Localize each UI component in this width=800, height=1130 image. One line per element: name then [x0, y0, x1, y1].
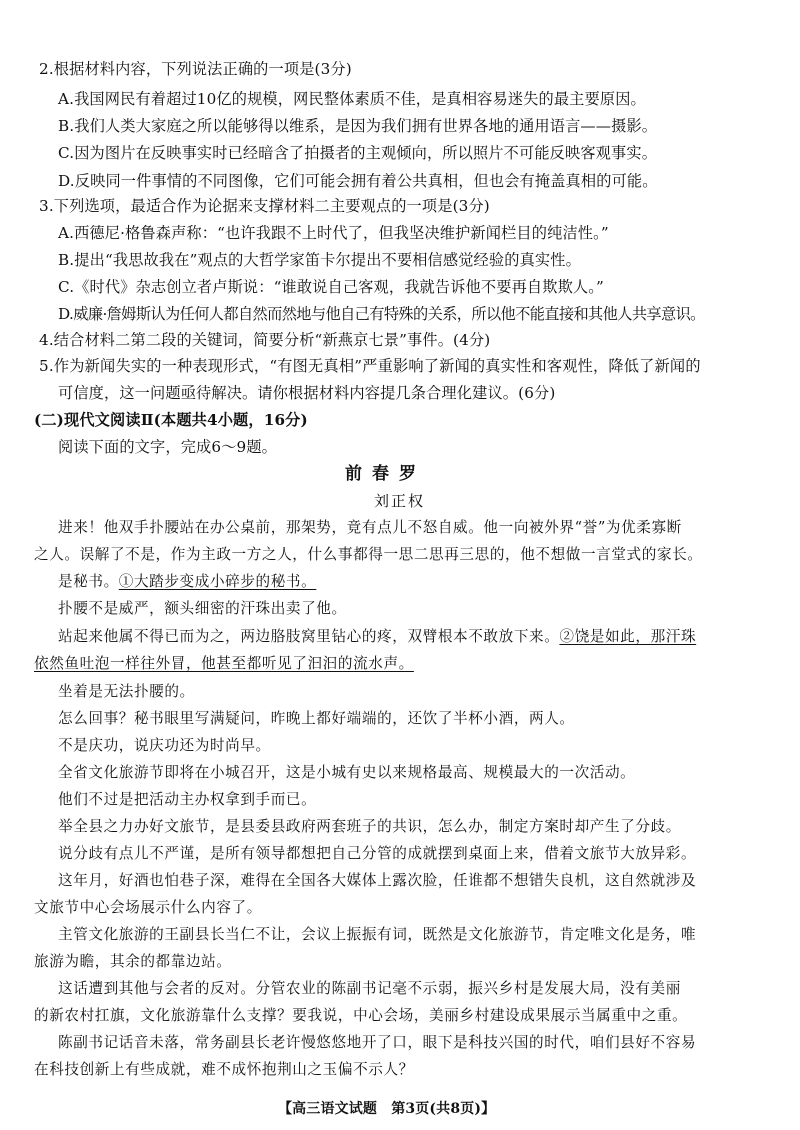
question-2-option-c: C.因为图片在反映事实时已经暗含了拍摄者的主观倾向，所以照片不可能反映客观事实。	[58, 144, 658, 162]
story-paragraph-6: 怎么回事？秘书眼里写满疑问，昨晚上都好端端的，还饮了半杯小酒，两人。	[58, 710, 575, 727]
story-paragraph-13-line-2: 旅游为瞻，其余的都靠边站。	[34, 953, 232, 970]
question-3-stem: 3.下列选项，最适合作为论据来支撑材料二主要观点的一项是(3分)	[39, 197, 490, 215]
underlined-sentence-1: ①大踏步变成小碎步的秘书。	[118, 573, 317, 590]
story-paragraph-10: 举全县之力办好文旅节，是县委县政府两套班子的共识，怎么办，制定方案时却产生了分歧。	[58, 818, 681, 835]
story-paragraph-7: 不是庆功，说庆功还为时尚早。	[58, 737, 271, 754]
question-3-option-b: B.提出“我思故我在”观点的大哲学家笛卡尔提出不要相信感觉经验的真实性。	[58, 251, 581, 269]
story-paragraph-2-text: 是秘书。	[58, 573, 119, 590]
story-author: 刘正权	[374, 492, 426, 510]
story-paragraph-13-line-1: 主管文化旅游的王副县长当仁不让，会议上振振有词，既然是文化旅游节，肯定唯文化是务，唯	[58, 926, 697, 943]
story-paragraph-4-line-1	[58, 626, 696, 648]
story-paragraph-1-line-1: 进来！他双手扑腰站在办公桌前，那架势，竟有点儿不怒自威。他一向被外界“誉”为优柔寡断	[58, 519, 682, 536]
story-paragraph-4-text: 站起来他属不得已而为之，两边胳肢窝里钻心的疼，双臂根本不敢放下来。	[58, 628, 560, 645]
question-5-line-1: 5.作为新闻失实的一种表现形式，“有图无真相”严重影响了新闻的真实性和客观性，降低了新闻的	[39, 357, 701, 375]
section-instruction: 阅读下面的文字，完成6～9题。	[58, 438, 278, 456]
question-3-option-a: A.西德尼·格鲁森声称：“也许我跟不上时代了，但我坚决维护新闻栏目的纯洁性。”	[58, 224, 609, 242]
story-paragraph-4-line-2	[34, 653, 414, 675]
question-5-line-2: 可信度，这一问题亟待解决。请你根据材料内容提几条合理化建议。(6分)	[58, 384, 556, 402]
story-paragraph-11: 说分歧有点儿不严谨，是所有领导都想把自己分管的成就摆到桌面上来，借着文旅节大放异彩。	[58, 845, 697, 862]
underlined-sentence-2-end: 依然鱼吐泡一样往外冒，他甚至都听见了汩汩的流水声。	[34, 655, 414, 672]
question-3-option-d: D.威廉·詹姆斯认为任何人都自然而然地与他自己有特殊的关系，所以他不能直接和其他人共享意识。	[58, 305, 705, 323]
story-paragraph-12-line-2: 文旅节中心会场展示什么内容了。	[34, 899, 262, 916]
story-paragraph-14-line-1: 这话遭到其他与会者的反对。分管农业的陈副书记毫不示弱，振兴乡村是发展大局，没有美丽	[58, 980, 681, 997]
question-2-option-b: B.我们人类大家庭之所以能够得以维系，是因为我们拥有世界各地的通用语言——摄影。	[58, 117, 658, 135]
story-paragraph-12-line-1: 这年月，好酒也怕巷子深，难得在全国各大媒体上露次脸，任谁都不想错失良机，这自然就涉及	[58, 872, 697, 889]
page-footer: 【高三语文试题 第3页(共8页)】	[278, 1101, 496, 1117]
story-title: 前春罗	[345, 464, 426, 484]
story-paragraph-3: 扑腰不是威严，额头细密的汗珠出卖了他。	[58, 600, 347, 617]
story-paragraph-8: 全省文化旅游节即将在小城召开，这是小城有史以来规格最高、规模最大的一次活动。	[58, 764, 636, 781]
story-paragraph-1-line-2: 之人。误解了不是，作为主政一方之人，什么事都得一思二思再三思的，他不想做一言堂式的家长。	[34, 546, 703, 563]
story-paragraph-2	[58, 571, 316, 593]
story-paragraph-15-line-2: 在科技创新上有些成就，难不成怀抱荆山之玉偏不示人？	[34, 1061, 414, 1078]
question-3-option-c: C.《时代》杂志创立者卢斯说：“谁敢说自己客观，我就告诉他不要再自欺欺人。”	[58, 278, 604, 296]
section-heading: (二)现代文阅读Ⅱ(本题共4小题，16分)	[34, 411, 308, 429]
underlined-sentence-2-start: ②饶是如此，那汗珠	[559, 628, 697, 645]
question-2-option-d: D.反映同一件事情的不同图像，它们可能会拥有着公共真相，但也会有掩盖真相的可能。	[58, 172, 658, 190]
story-paragraph-5: 坐着是无法扑腰的。	[58, 683, 195, 700]
story-paragraph-14-line-2: 的新农村扛旗，文化旅游靠什么支撑？要我说，中心会场，美丽乡村建设成果展示当属重中之重。	[34, 1007, 688, 1024]
question-2-stem: 2.根据材料内容，下列说法正确的一项是(3分)	[39, 60, 352, 78]
question-4-stem: 4.结合材料二第二段的关键词，简要分析“新燕京七景”事件。(4分)	[39, 331, 491, 349]
story-paragraph-9: 他们不过是把活动主办权拿到手而已。	[58, 791, 317, 808]
story-paragraph-15-line-1: 陈副书记话音未落，常务副县长老许慢悠悠地开了口，眼下是科技兴国的时代，咱们县好不容易	[58, 1034, 697, 1051]
question-2-option-a: A.我国网民有着超过10亿的规模，网民整体素质不佳，是真相容易迷失的最主要原因。	[58, 90, 646, 108]
